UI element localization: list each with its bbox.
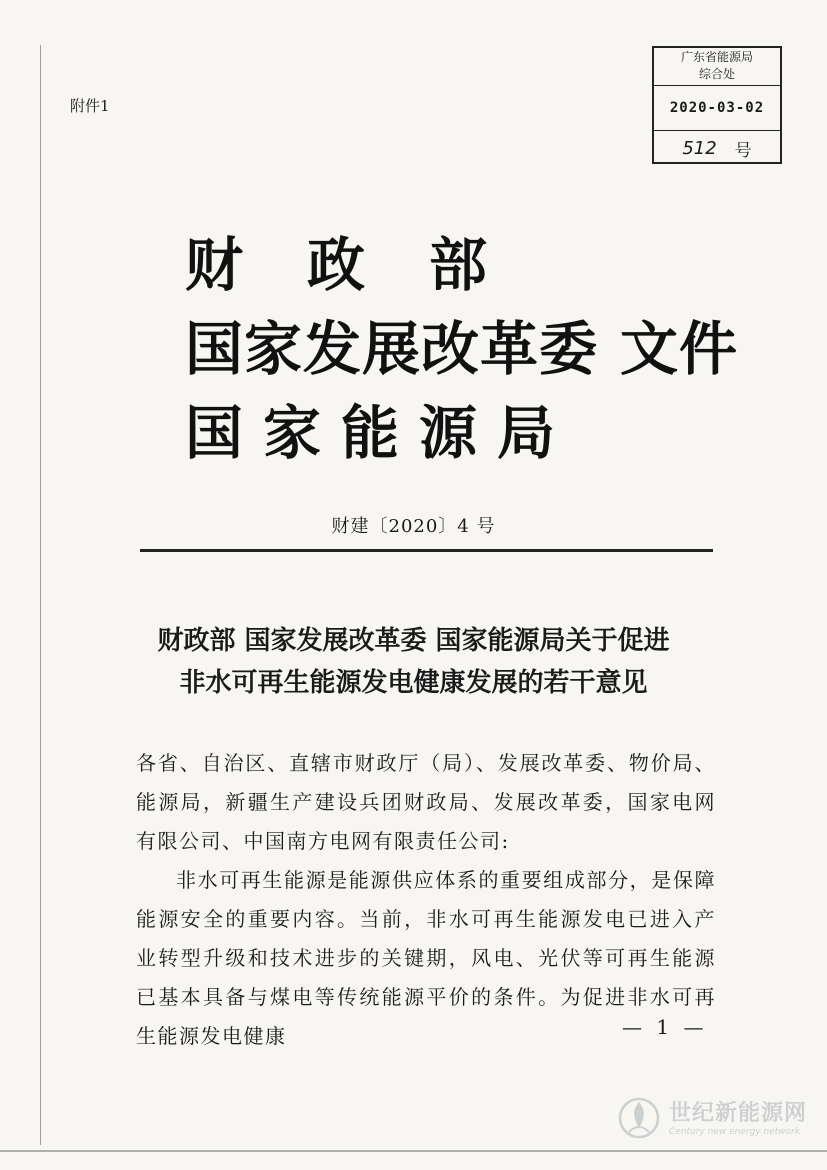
stamp-handwritten-number: 512	[682, 137, 717, 159]
receipt-stamp	[652, 46, 782, 164]
stamp-organization	[654, 48, 780, 86]
stamp-date: 2020-03-02	[654, 86, 780, 131]
recipients-paragraph: 各省、自治区、直辖市财政厅（局）、发展改革委、物价局、能源局，新疆生产建设兵团财政局、发展改革委，国家电网有限公司、中国南方电网有限责任公司:	[136, 751, 716, 853]
document-label: 文件	[620, 315, 739, 383]
watermark	[615, 1092, 807, 1140]
document-number: 财建〔2020〕4 号	[331, 516, 496, 537]
document-title-line1: 财政部 国家发展改革委 国家能源局关于促进	[157, 626, 670, 656]
header-divider	[140, 549, 713, 552]
scan-bottom-edge-line	[0, 1150, 827, 1152]
issuer-ministry-of-finance: 财政部	[185, 231, 552, 299]
document-body	[136, 744, 716, 1056]
stamp-number-row	[654, 131, 780, 165]
scan-left-edge-line	[40, 45, 41, 1145]
watermark-flame-icon	[615, 1092, 663, 1140]
page-number: — 1 —	[622, 1015, 708, 1039]
issuer-nea: 国家能源局	[185, 399, 576, 467]
watermark-text: 世纪新能源网	[669, 1100, 808, 1126]
document-title-line2: 非水可再生能源发电健康发展的若干意见	[179, 668, 648, 698]
stamp-org-line2: 综合处	[698, 67, 735, 81]
body-paragraph-1: 非水可再生能源是能源供应体系的重要组成部分，是保障能源安全的重要内容。当前，非水可再生能源发电已进入产业转型升级和技术进步的关键期，风电、光伏等可再生能源已基本具备与煤电等传统能源平价的条件。为促进非水可再生能源发电健康	[136, 868, 716, 1048]
stamp-org-line1: 广东省能源局	[680, 50, 753, 64]
issuer-ndrc-line	[185, 302, 738, 386]
issuer-ndrc: 国家发展改革委	[185, 315, 599, 383]
attachment-label: 附件1	[70, 97, 110, 115]
stamp-number-suffix: 号	[734, 140, 752, 161]
watermark-subtext: Century new energy network	[669, 1126, 801, 1137]
